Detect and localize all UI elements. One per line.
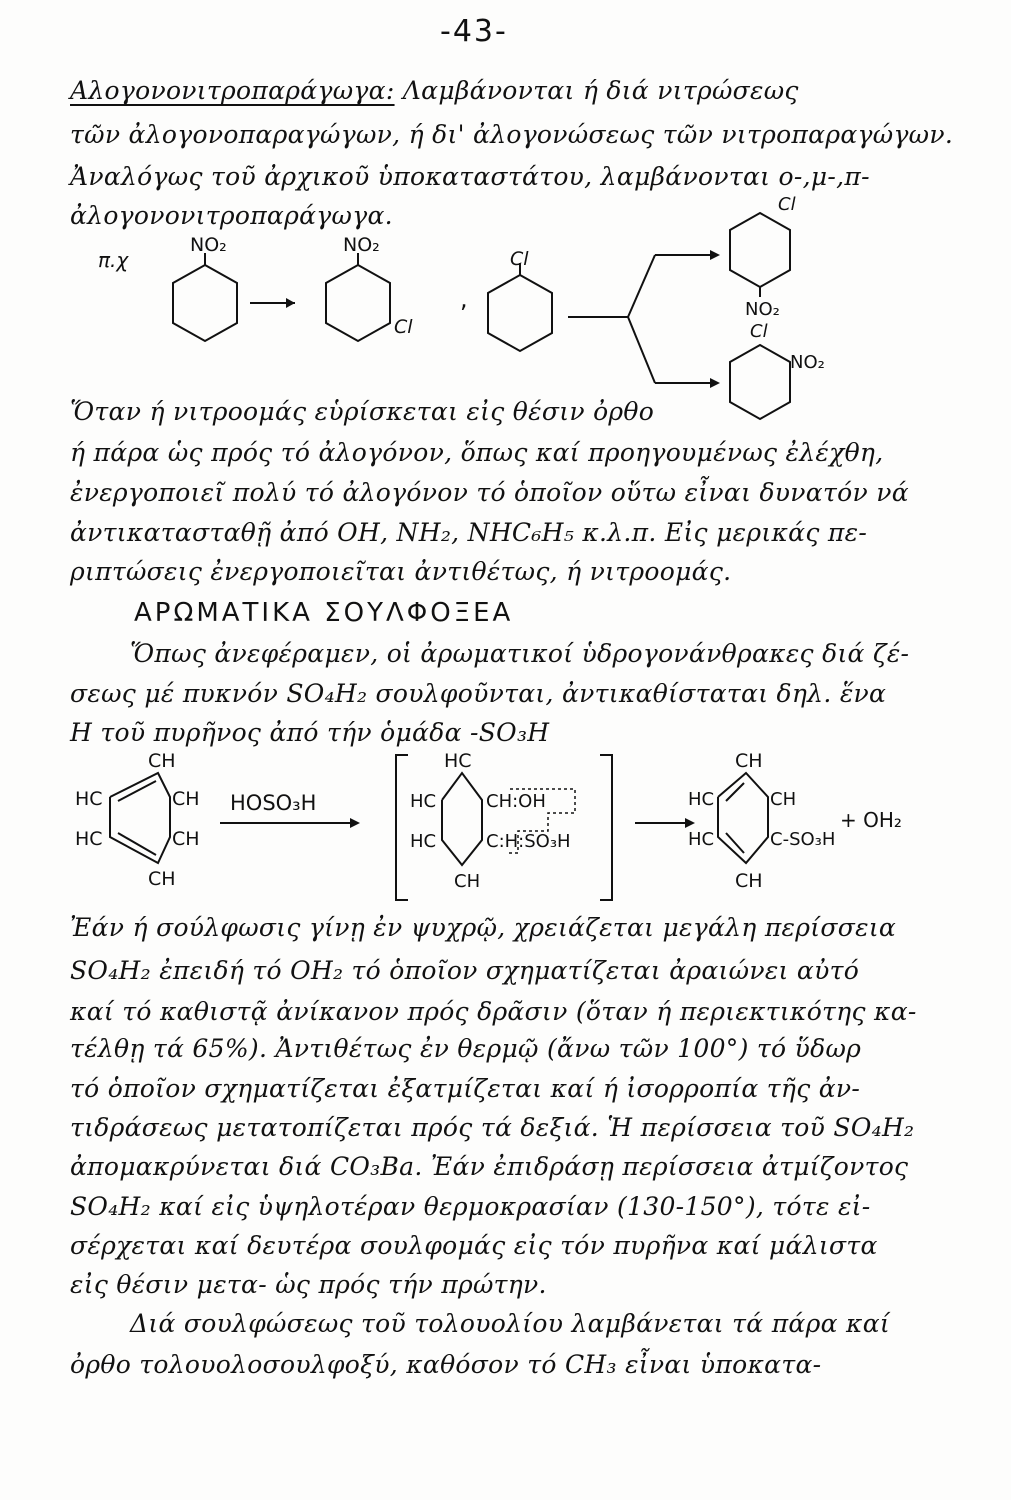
section-heading: ΑΡΩΜΑΤΙΚΑ ΣΟΥΛΦΟΞΕΑ bbox=[134, 598, 514, 628]
benzene-ring-para-product bbox=[730, 213, 790, 287]
reagent-label: HOSO₃H bbox=[230, 791, 317, 815]
paragraph-2-line-4: ἀντικατασταθῇ ἀπό OH, NH₂, NHC₆H₅ κ.λ.π. Εἰς μερικάς πε- bbox=[70, 518, 868, 547]
paragraph-2-line-2: ή πάρα ὡς πρός τό ἀλογόνον, ὅπως καί προηγουμένως ἐλέχθη, bbox=[70, 438, 884, 467]
sulfonic-group-label: C-SO₃H bbox=[770, 829, 836, 850]
branch-arrow-down bbox=[628, 317, 655, 383]
water-label: + OH₂ bbox=[840, 808, 902, 832]
reaction-2-diagram bbox=[70, 745, 950, 905]
ch-label: CH bbox=[735, 870, 763, 892]
paragraph-4-line-2: SO₄H₂ ἐπειδή τό OH₂ τό ὁποῖον σχηματίζεται ἀραιώνει αὐτό bbox=[70, 956, 860, 985]
paragraph-1-line-1-rest: Λαμβάνονται ή διά νιτρώσεως bbox=[394, 76, 799, 105]
branch-arrow-up bbox=[628, 255, 655, 317]
chso3h-label: C:H:SO₃H bbox=[486, 831, 571, 852]
chlorine-label: Cl bbox=[394, 316, 413, 338]
paragraph-5-line-1: Διά σουλφώσεως τοῦ τολουολίου λαμβάνεται τά πάρα καί bbox=[130, 1309, 891, 1338]
hc-label: HC bbox=[444, 750, 472, 772]
paragraph-3-line-2: σεως μέ πυκνόν SO₄H₂ σουλφοῦνται, ἀντικαθίσταται δηλ. ἕνα bbox=[70, 679, 887, 708]
paragraph-4-line-4: τέλθῃ τά 65%). Ἀντιθέτως ἐν θερμῷ (ἄνω τῶν 100°) τό ὕδωρ bbox=[70, 1034, 862, 1063]
example-label: π.χ bbox=[98, 248, 129, 272]
paragraph-1-line-3: Ἀναλόγως τοῦ ἀρχικοῦ ὑποκαταστάτου, λαμβάνονται ο-,μ-,π- bbox=[70, 162, 870, 191]
ch-label: CH bbox=[172, 828, 200, 850]
hc-label: HC bbox=[75, 788, 103, 810]
chlorine-label: Cl bbox=[510, 248, 529, 270]
paragraph-4-line-3: καί τό καθιστᾷ ἀνίκανον πρός δρᾶσιν (ὅταν ή περιεκτικότης κα- bbox=[70, 997, 917, 1026]
arrow-head bbox=[685, 818, 695, 828]
benzene-ring-chlorobenzene bbox=[488, 275, 552, 351]
paragraph-2-line-3: ἐνεργοποιεῖ πολύ τό ἀλογόνον τό ὁποῖον οὕτω εἶναι δυνατόν νά bbox=[70, 478, 909, 507]
intermediate-ring bbox=[442, 773, 482, 865]
hc-label: HC bbox=[410, 831, 437, 852]
double-bond bbox=[726, 783, 744, 801]
hc-label: HC bbox=[75, 828, 103, 850]
paragraph-1-line-1 bbox=[70, 76, 799, 105]
ch-label: CH bbox=[172, 788, 200, 810]
chlorine-label: Cl bbox=[750, 321, 768, 342]
bracket-left bbox=[396, 755, 408, 900]
nitro-group-label: NO₂ bbox=[190, 234, 227, 256]
nitro-group-label: NO₂ bbox=[745, 299, 780, 320]
paragraph-4-line-5: τό ὁποῖον σχηματίζεται ἐξατμίζεται καί ή ἰσορροπία τῆς ἀν- bbox=[70, 1074, 861, 1103]
paragraph-4-line-6: τιδράσεως μετατοπίζεται πρός τά δεξιά. Ἡ περίσσεια τοῦ SO₄H₂ bbox=[70, 1113, 915, 1142]
arrow-head bbox=[286, 298, 295, 308]
term-heading: Αλογονονιτροπαράγωγα: bbox=[70, 76, 395, 105]
arrow-head bbox=[710, 378, 720, 388]
ch-label: CH bbox=[735, 750, 763, 772]
hc-label: HC bbox=[688, 789, 715, 810]
paragraph-3-line-1: Ὅπως ἀνεφέραμεν, οἱ ἀρωματικοί ὑδρογονάνθρακες διά ζέ- bbox=[130, 639, 910, 668]
arrow-head bbox=[710, 250, 720, 260]
arrow-head bbox=[350, 818, 360, 828]
paragraph-1-line-2: τῶν ἀλογονοπαραγώγων, ή δι' ἀλογονώσεως τῶν νιτροπαραγώγων. bbox=[70, 120, 954, 149]
ch-label: CH bbox=[454, 871, 481, 892]
paragraph-1-line-4: ἀλογονονιτροπαράγωγα. bbox=[70, 201, 393, 230]
chlorine-label: Cl bbox=[778, 194, 796, 215]
paragraph-4-line-1: Ἐάν ή σούλφωσις γίνῃ ἐν ψυχρῷ, χρειάζεται μεγάλη περίσσεια bbox=[70, 913, 897, 942]
nitro-group-label: NO₂ bbox=[790, 352, 825, 373]
paragraph-2-line-1: Ὅταν ή νιτροομάς εὑρίσκεται εἰς θέσιν ὀρθο bbox=[70, 397, 655, 426]
hc-label: HC bbox=[410, 791, 437, 812]
paragraph-4-line-8: SO₄H₂ καί εἰς ὑψηλοτέραν θερμοκρασίαν (130-150°), τότε εἰ- bbox=[70, 1192, 871, 1221]
page-number: -43- bbox=[440, 14, 508, 49]
benzene-ring-meta-product bbox=[326, 265, 390, 341]
paragraph-3-line-3: H τοῦ πυρῆνος ἀπό τήν ὁμάδα -SO₃H bbox=[70, 718, 550, 747]
ch-label: CH bbox=[148, 750, 176, 772]
benzene-ring-nitrobenzene bbox=[173, 265, 237, 341]
paragraph-4-line-9: σέρχεται καί δευτέρα σουλφομάς εἰς τόν πυρῆνα καί μάλιστα bbox=[70, 1231, 878, 1260]
choh-label: CH:OH bbox=[486, 791, 546, 812]
paragraph-2-line-5: ριπτώσεις ἐνεργοποιεῖται ἀντιθέτως, ή νιτροομάς. bbox=[70, 557, 732, 586]
paragraph-4-line-7: ἀπομακρύνεται διά CO₃Ba. Ἐάν ἐπιδράσῃ περίσσεια ἀτμίζοντος bbox=[70, 1152, 909, 1181]
benzene-ring-structure bbox=[110, 773, 170, 863]
nitro-group-label: NO₂ bbox=[343, 234, 380, 256]
paragraph-5-line-2: ὀρθο τολουολοσουλφοξύ, καθόσον τό CH₃ εἶναι ὑποκατα- bbox=[70, 1350, 822, 1379]
double-bond bbox=[726, 833, 744, 853]
bracket-right bbox=[600, 755, 612, 900]
separator-comma: , bbox=[460, 285, 468, 313]
benzene-ring-ortho-product bbox=[730, 345, 790, 419]
hc-label: HC bbox=[688, 829, 715, 850]
ch-label: CH bbox=[148, 868, 176, 890]
product-ring bbox=[718, 773, 768, 863]
paragraph-4-line-10: εἰς θέσιν μετα- ὡς πρός τήν πρώτην. bbox=[70, 1270, 547, 1299]
ch-label: CH bbox=[770, 789, 797, 810]
